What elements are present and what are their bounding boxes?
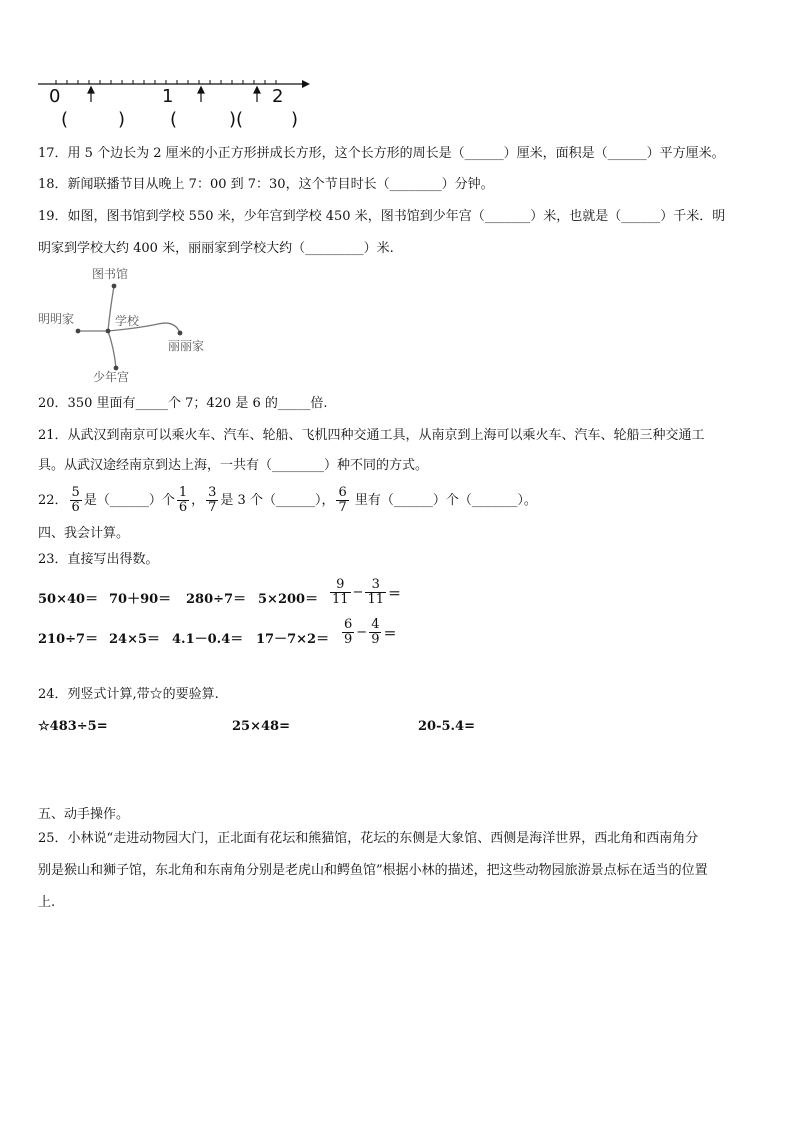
label-lili-home: 丽丽家 bbox=[168, 339, 205, 353]
number-line-blank: ) bbox=[118, 109, 126, 130]
calc-item: 4.1－0.4＝ bbox=[172, 632, 244, 647]
number-line-label-2: 2 bbox=[272, 86, 284, 107]
calc-item: 280÷7＝ bbox=[186, 592, 247, 607]
calc-fraction-item: $\frac{9}{11}$ − $\frac{3}{11}$ ＝ bbox=[332, 577, 402, 607]
question-21-line-1: 21．从武汉到南京可以乘火车、汽车、轮船、飞机四种交通工具，从南京到上海可以乘火车、汽车、轮船三种交通工 bbox=[38, 428, 705, 443]
label-library: 图书馆 bbox=[92, 267, 129, 281]
q22-text: 是 3 个（______）， bbox=[220, 493, 335, 508]
number-line-blank: ( bbox=[61, 109, 69, 130]
number-line-blank: ) bbox=[291, 109, 299, 130]
question-17: 17．用 5 个边长为 2 厘米的小正方形拼成长方形，这个长方形的周长是（______）厘米，面积是（______）平方厘米。 bbox=[38, 146, 725, 161]
calc-item: 70＋90＝ bbox=[109, 592, 172, 607]
question-25-line-2: 别是猴山和狮子馆，东北角和东南角分别是老虎山和鳄鱼馆”根据小林的描述，把这些动物园旅游景点标在适当的位置 bbox=[38, 863, 708, 878]
calc-item: 17－7×2＝ bbox=[256, 632, 330, 647]
calc-item: 50×40＝ bbox=[38, 592, 99, 607]
label-school: 学校 bbox=[115, 314, 140, 328]
calc-item: 210÷7＝ bbox=[38, 632, 99, 647]
number-line-blank: ( bbox=[170, 109, 178, 130]
label-mingming-home: 明明家 bbox=[38, 312, 75, 326]
calc-item: 24×5＝ bbox=[109, 632, 161, 647]
number-line-axis bbox=[36, 76, 312, 104]
calc-fraction-item: $\frac{6}{9}$ − $\frac{4}{9}$ ＝ bbox=[344, 617, 397, 647]
q22-text: 里有（______）个（_______）。 bbox=[354, 493, 537, 508]
q22-text: ， bbox=[191, 493, 205, 508]
fraction: $\frac{1}{6}$ bbox=[178, 485, 188, 515]
fraction: $\frac{5}{6}$ bbox=[71, 485, 80, 515]
question-18: 18．新闻联播节目从晚上 7：00 到 7：30，这个节目时长（________）分钟。 bbox=[38, 177, 494, 192]
fraction: $\frac{3}{7}$ bbox=[208, 485, 217, 515]
section-5-heading: 五、动手操作。 bbox=[38, 807, 130, 822]
question-25-line-3: 上. bbox=[38, 895, 56, 910]
question-21-line-2: 具。从武汉途经南京到达上海，一共有（________）种不同的方式。 bbox=[38, 458, 429, 473]
vertical-calc-item: 25×48= bbox=[232, 719, 290, 734]
fraction: $\frac{6}{7}$ bbox=[338, 485, 347, 515]
number-line-blank: )( bbox=[229, 109, 244, 130]
question-25-line-1: 25．小林说“走进动物园大门，正北面有花坛和熊猫馆，花坛的东侧是大象馆、西侧是海洋世界，西北角和西南角分 bbox=[38, 831, 699, 846]
section-4-heading: 四、我会计算。 bbox=[38, 526, 130, 541]
question-19-line-2: 明家到学校大约 400 米，丽丽家到学校大约（_________）米. bbox=[38, 241, 394, 256]
label-youth-palace: 少年宫 bbox=[93, 370, 130, 384]
vertical-calc-item: ☆483÷5= bbox=[38, 719, 108, 734]
number-line-label-1: 1 bbox=[162, 86, 174, 107]
q22-number: 22． bbox=[38, 493, 68, 508]
number-line-label-0: 0 bbox=[49, 86, 61, 107]
question-19-line-1: 19．如图，图书馆到学校 550 米，少年宫到学校 450 米，图书馆到少年宫（_______）米，也就是（______）千米．明 bbox=[38, 209, 726, 224]
question-23: 23．直接写出得数。 bbox=[38, 552, 159, 567]
q22-text: 是（______）个 bbox=[83, 493, 175, 508]
calc-item: 5×200＝ bbox=[258, 592, 319, 607]
question-22 bbox=[38, 484, 537, 518]
vertical-calc-item: 20-5.4= bbox=[418, 719, 475, 734]
question-24: 24．列竖式计算,带☆的要验算. bbox=[38, 687, 219, 702]
question-20: 20．350 里面有_____个 7；420 是 6 的_____倍. bbox=[38, 396, 328, 411]
arrow-up-icon bbox=[88, 87, 260, 102]
